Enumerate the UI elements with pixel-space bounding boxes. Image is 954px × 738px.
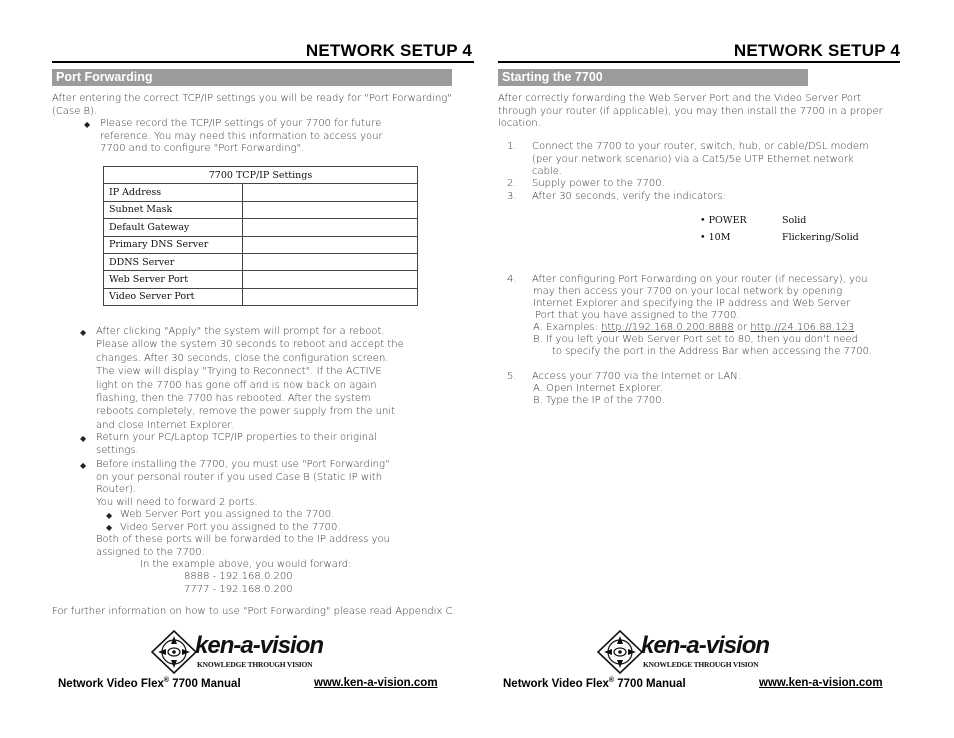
bullet-text: Please record the TCP/IP settings of your 7700 for future [100,118,382,129]
section-title-starting: Starting the 7700 [498,69,808,86]
table-row [104,236,418,253]
example-link[interactable]: http://192.168.0.200:8888 [601,322,734,333]
step-number: 5. [507,371,517,382]
step-number: 1. [507,141,517,152]
header-rule [498,61,900,63]
step-text: Internet Explorer and specifying the IP address and Web Server [533,298,851,309]
bullet-text: The view will display "Trying to Reconnect". If the ACTIVE [96,366,382,378]
footer-manual-title: Network Video Flex® 7700 Manual [503,677,686,690]
diamond-bullet-icon: ◆ [106,511,113,520]
bullet-text: settings. [96,445,139,457]
example-line: 8888 - 192.168.0.200 [184,571,293,582]
ken-a-vision-logo [597,630,787,674]
table-row [104,271,418,288]
bullet-text: Please allow the system 30 seconds to reboot and accept the [96,339,404,351]
step-text: A. Examples: http://192.168.0.200:8888 or http://24.106.88.123 [533,322,855,333]
step-text: may then access your 7700 on your local network by opening [533,286,843,297]
indicator-state: Solid [782,215,807,226]
logo-tagline: KNOWLEDGE THROUGH VISION [197,660,313,669]
indicator-name: • 10M [700,232,731,243]
step-text: A. Open Internet Explorer. [533,383,663,394]
sub-bullet-text: Web Server Port you assigned to the 7700. [120,509,335,521]
table-cell-label: Web Server Port [104,271,243,288]
step-text: (per your network scenario) via a Cat5/5e UTP Ethernet network [532,153,854,165]
step-number: 4. [507,274,517,285]
step-text: to specify the port in the Address Bar when accessing the 7700. [552,346,873,357]
step-text: Port that you have assigned to the 7700. [535,310,740,321]
table-cell-value [243,236,418,253]
example-line: 7777 - 192.168.0.200 [184,583,293,595]
ken-a-vision-logo [151,630,341,674]
step-text: Access your 7700 via the Internet or LAN: [532,371,742,382]
table-row [104,288,418,305]
step-number: 2. [507,178,517,189]
diamond-bullet-icon: ◆ [80,461,87,470]
step-text: Supply power to the 7700. [532,178,665,189]
step-text: After configuring Port Forwarding on your router (if necessary), you [532,274,868,285]
footer-manual-title: Network Video Flex® 7700 Manual [58,677,241,690]
header-rule [52,61,474,63]
footer-url-link[interactable]: www.ken-a-vision.com [314,677,438,689]
table-cell-value [243,288,418,305]
body-text: assigned to the 7700. [96,546,205,558]
logo-mark-icon [151,630,197,674]
page-header-title: NETWORK SETUP 4 [305,41,472,60]
left-page [52,0,472,738]
table-cell-value [243,219,418,236]
intro-line: (Case B). [52,105,98,117]
bullet-text: on your personal router if you used Case B (Static IP with [96,471,383,483]
table-cell-label: Default Gateway [104,219,243,236]
tcp-ip-settings-table [103,166,418,306]
bullet-text: Return your PC/Laptop TCP/IP properties to their original [96,432,378,443]
bullet-text: reboots completely, remove the power supply from the unit [96,406,396,418]
logo-wordmark: ken-a-vision [195,632,324,659]
diamond-bullet-icon: ◆ [80,328,87,337]
diamond-bullet-icon: ◆ [80,434,87,443]
section-title-port-forwarding: Port Forwarding [52,69,452,86]
bullet-text: After clicking "Apply" the system will prompt for a reboot. [96,326,385,337]
table-cell-value [243,271,418,288]
step-text: cable. [532,166,563,178]
right-page [498,0,900,738]
step-text: B. If you left your Web Server Port set to 80, then you don't need [533,334,858,345]
step-text: After 30 seconds, verify the indicators: [532,190,726,202]
table-cell-label: Subnet Mask [104,201,243,218]
diamond-bullet-icon: ◆ [84,120,91,129]
table-cell-label: DDNS Server [104,253,243,270]
indicator-name: • POWER [700,215,747,226]
bullet-text: You will need to forward 2 ports: [96,496,258,508]
intro-line: After entering the correct TCP/IP settings you will be ready for "Port Forwarding" [52,93,452,104]
bullet-text: Before installing the 7700, you must use "Port Forwarding" [96,459,390,470]
intro-line: After correctly forwarding the Web Server Port and the Video Server Port [498,93,862,104]
step-text: Connect the 7700 to your router, switch, hub, or cable/DSL modem [532,141,869,152]
logo-tagline: KNOWLEDGE THROUGH VISION [643,660,759,669]
sub-bullet-text: Video Server Port you assigned to the 7700. [120,521,341,533]
logo-mark-icon [597,630,643,674]
page-header-title: NETWORK SETUP 4 [733,41,900,60]
table-cell-value [243,201,418,218]
table-row [104,184,418,201]
footer-url-link[interactable]: www.ken-a-vision.com [759,677,883,689]
step-text: B. Type the IP of the 7700. [533,395,665,406]
table-title: 7700 TCP/IP Settings [104,167,418,184]
intro-line: through your router (if applicable), you may then install the 7700 in a proper [498,105,883,117]
table-row [104,219,418,236]
table-row [104,201,418,218]
bullet-text: changes. After 30 seconds, close the configuration screen. [96,352,389,364]
bullet-text: reference. You may need this information to access your [100,130,383,142]
step-number: 3. [507,190,517,202]
indicator-state: Flickering/Solid [782,232,859,243]
bullet-text: and close Internet Explorer. [96,419,234,431]
table-cell-label: Primary DNS Server [104,236,243,253]
bullet-text: light on the 7700 has gone off and is now back on again [96,379,377,391]
table-cell-value [243,253,418,270]
body-text: For further information on how to use "Port Forwarding" please read Appendix C. [52,606,456,617]
table-cell-label: IP Address [104,184,243,201]
intro-line: location. [498,118,541,130]
diamond-bullet-icon: ◆ [106,523,113,532]
body-text: In the example above, you would forward: [140,559,352,571]
bullet-text: Router). [96,484,137,496]
body-text: Both of these ports will be forwarded to the IP address you [96,534,390,545]
table-cell-value [243,184,418,201]
table-row [104,253,418,270]
logo-wordmark: ken-a-vision [641,632,770,659]
bullet-text: 7700 and to configure "Port Forwarding". [100,143,305,155]
bullet-text: flashing, then the 7700 has rebooted. After the system [96,393,371,404]
table-cell-label: Video Server Port [104,288,243,305]
example-link[interactable]: http://24.106.88.123 [750,322,855,333]
